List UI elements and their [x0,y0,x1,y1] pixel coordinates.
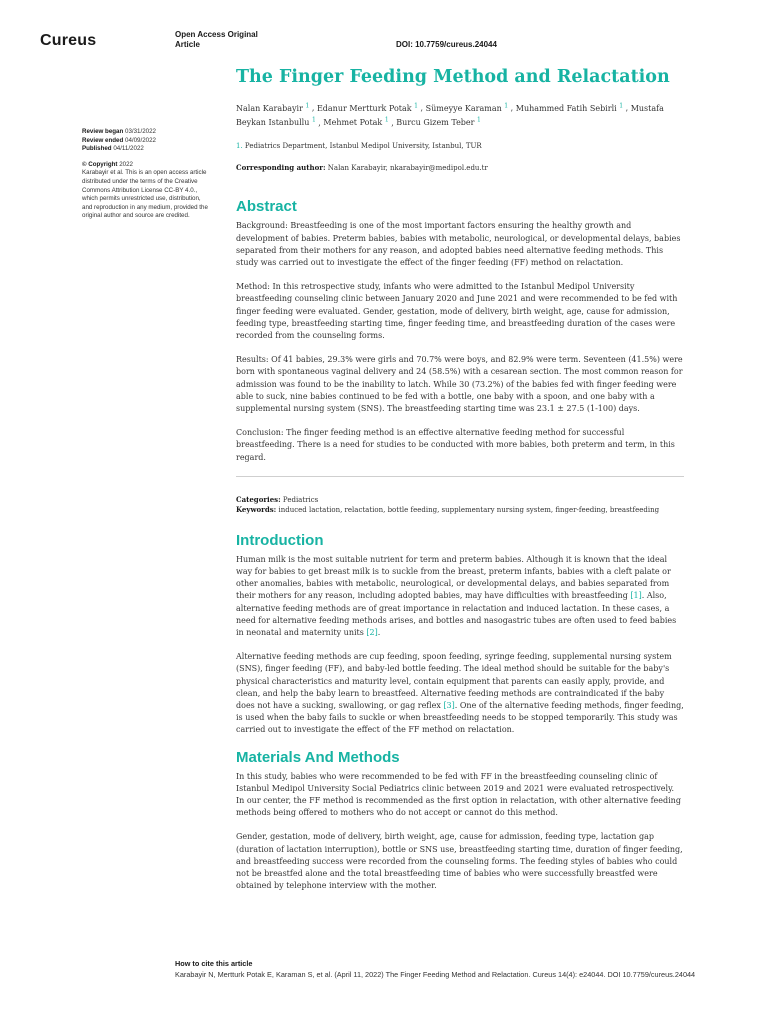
author-affil-sup: 1 [384,116,389,124]
introduction-heading: Introduction [236,531,324,549]
author-separator: , [623,103,631,113]
journal-logo: Cureus [40,32,97,49]
keywords-label: Keywords: [236,505,277,515]
author-separator: , [388,118,397,128]
citation-link[interactable]: [1] [630,591,642,601]
author-separator: , [417,103,426,113]
abstract-heading: Abstract [236,198,297,216]
author-affil-sup: 1 [477,116,481,124]
author[interactable] [396,118,481,127]
author-name: Nalan Karabayir [236,103,303,113]
author-separator: , [315,118,324,128]
author[interactable] [323,118,388,127]
license-text: Karabayir et al. This is an open access article distributed under the terms of the Creative Commons Attribution License CC-BY 4.0., which permits unrestricted use, distribution, and reproduction in any medium, provided the original author and source are credited. [82,169,208,220]
article-type-line2: Article [175,40,200,49]
author-name: Sümeyye Karaman [425,103,502,113]
article-type [175,30,295,50]
author-separator: , [309,103,317,113]
article-title: The Finger Feeding Method and Relactation [236,67,670,87]
author[interactable] [317,104,418,113]
methods-paragraph-1: In this study, babies who were recommended to be fed with FF in the breastfeeding counseling clinic of Istanbul Medipol University Social Pediatrics clinic between 2019 and 2021 were evaluated retrospectively. In our center, the FF method is recommended as the first option in relactation, with other alternative feeding methods being offered to mothers who do not accept or cannot do this method. [236,771,681,818]
intro-p1-text3: . [377,627,381,637]
section-divider [236,476,684,477]
abstract-results: Results: Of 41 babies, 29.3% were girls and 70.7% were boys, and 82.9% were term. Seventeen (41.5%) were born with spontaneous vaginal delivery and 24 (58.5%) with a cesarean section. The most common reason for admission was found to be the inability to latch. While 30 (73.2%) of the babies fed with finger feeding were able to suck, nine babies continued to be fed with a bottle, one baby with a spoon, and one baby with a supplemental nursing system (SNS). The breastfeeding starting time was 23.1 ± 27.5 (1-100) days. [236,355,683,413]
affiliation-text: Pediatrics Department, Istanbul Medipol University, Istanbul, TUR [244,142,482,151]
corresponding-author [236,163,684,173]
copyright-label: © Copyright [82,160,118,168]
author-name: Mustafa Beykan Istanbullu [236,103,664,128]
article-meta [236,495,684,516]
author-affil-sup: 1 [311,116,316,124]
intro-p2-text2: . One of the alternative feeding methods, finger feeding, is used when the baby fails to suckle or when breastfeeding needs to be stopped temporarily. This study was carried out to investigate the effect of the FF method on relactation. [236,701,684,735]
corresponding-label: Corresponding author: [236,163,326,173]
intro-p2-text: Alternative feeding methods are cup feeding, spoon feeding, syringe feeding, supplemental nursing system (SNS), finger feeding (FF), and baby-led bottle feeding. The ideal method should be suitable for the baby's physical characteristics and maturity level, contain equipment that parents can easily apply, provide, and clean, and help the baby learn to breastfeed. Alternative feeding methods are contraindicated if the baby does not have a sucking, swallowing, or gag reflex [236,652,672,710]
citation-link[interactable]: [2] [366,627,378,637]
copyright-year: 2022 [119,160,133,168]
intro-p1-text2: . Also, alternative feeding methods are of great importance in relactation and induced lactation. In these cases, a need for alternative feeding methods arises, and bottles and nasogastric tubes are often used to feed babies in neonatal and maternity units [236,591,677,637]
review-began [82,128,212,137]
article-main [236,66,684,904]
citation-footer [175,959,705,980]
article-type-line1: Open Access Original [175,30,258,39]
abstract-background: Background: Breastfeeding is one of the most important factors ensuring the healthy growth and development of babies. Preterm babies, babies with metabolic, neurological, or developmental delays, babies separated from their mothers for any reason, and adopted babies need alternative feeding methods. This study was carried out to investigate the effect of the finger feeding (FF) method on relactation. [236,221,681,267]
copyright [82,161,212,170]
published [82,145,212,154]
author-affil-sup: 1 [619,102,624,109]
review-began-label: Review began [82,128,124,135]
corresponding-text: Nalan Karabayir, nkarabayir@medipol.edu.tr [327,164,488,173]
author-affil-sup: 1 [414,102,418,109]
header-doi[interactable]: DOI: 10.7759/cureus.24044 [396,40,497,49]
author-affil-sup: 1 [504,102,509,109]
published-label: Published [82,145,112,153]
introduction-paragraph-1 [236,554,684,639]
author-affil-sup: 1 [305,102,310,109]
abstract-method: Method: In this retrospective study, infants who were admitted to the Istanbul Medipol University breastfeeding counseling clinic between January 2020 and June 2021 and were recommended to be fed with finger feeding were evaluated. Gender, gestation, mode of delivery, birth weight, age, cause for admission, feeding type, breastfeeding starting time, finger feeding time, and breastfeeding duration of the cases were recorded from the counseling forms. [236,282,678,340]
methods-heading: Materials And Methods [236,748,400,766]
author-separator: , [508,103,516,113]
author-list [236,100,684,129]
categories-value[interactable]: Pediatrics [282,495,319,504]
review-ended-date: 04/09/2022 [125,136,156,144]
citation-text: Karabayir N, Mertturk Potak E, Karaman S, et al. (April 11, 2022) The Finger Feeding Method and Relactation. Cureus 14(4): e24044. DOI 10.7759/cureus.24044 [175,969,696,979]
author-name: Muhammed Fatih Sebirli [515,103,617,113]
author[interactable] [516,104,623,113]
author[interactable] [236,104,309,113]
methods-paragraph-2: Gender, gestation, mode of delivery, birth weight, age, cause for admission, feeding type, lactation gap (duration of lactation interruption), bottle or SNS use, breastfeeding starting time, duration of finger feeding, and breastfeeding success were recorded from the counseling forms. The feeding styles of babies who could not be breastfed alone and the total breastfeeding time of babies who were successfully breastfed were obtained by telephone interview with the mother. [236,832,683,891]
author-name: Mehmet Potak [323,118,383,128]
keywords [236,505,684,516]
affiliation-number: 1. [236,142,243,151]
review-began-date: 03/31/2022 [125,128,156,135]
citation-link[interactable]: [3] [443,701,455,710]
article-history-sidebar [82,128,212,221]
cite-label [175,959,705,970]
cite-label-text: How to cite this article [175,959,253,968]
categories-label: Categories: [236,494,281,504]
author[interactable] [426,104,509,113]
author-name: Burcu Gizem Teber [396,118,475,128]
author-name: Edanur Mertturk Potak [316,103,412,113]
review-ended [82,137,212,146]
review-ended-label: Review ended [82,136,124,144]
published-date: 04/11/2022 [113,145,144,153]
categories [236,495,684,506]
intro-p1-text: Human milk is the most suitable nutrient for term and preterm babies. Although it is known that the ideal way for babies to get breast milk is to suckle from the breast, preterm infants, babies with a cleft palate or other anomalies, babies with metabolic, neurological, or developmental delays, and babies separated from their mothers for any reason, including adopted babies, may have difficulties with breastfeeding [236,554,671,601]
affiliation [236,141,684,151]
abstract-conclusion: Conclusion: The finger feeding method is an effective alternative feeding method for successful breastfeeding. There is a need for studies to be conducted with more babies, both preterm and term, in this regard. [236,428,675,462]
keywords-value: induced lactation, relactation, bottle feeding, supplementary nursing system, finger-feeding, breastfeeding [278,506,660,515]
introduction-paragraph-2 [236,651,684,736]
